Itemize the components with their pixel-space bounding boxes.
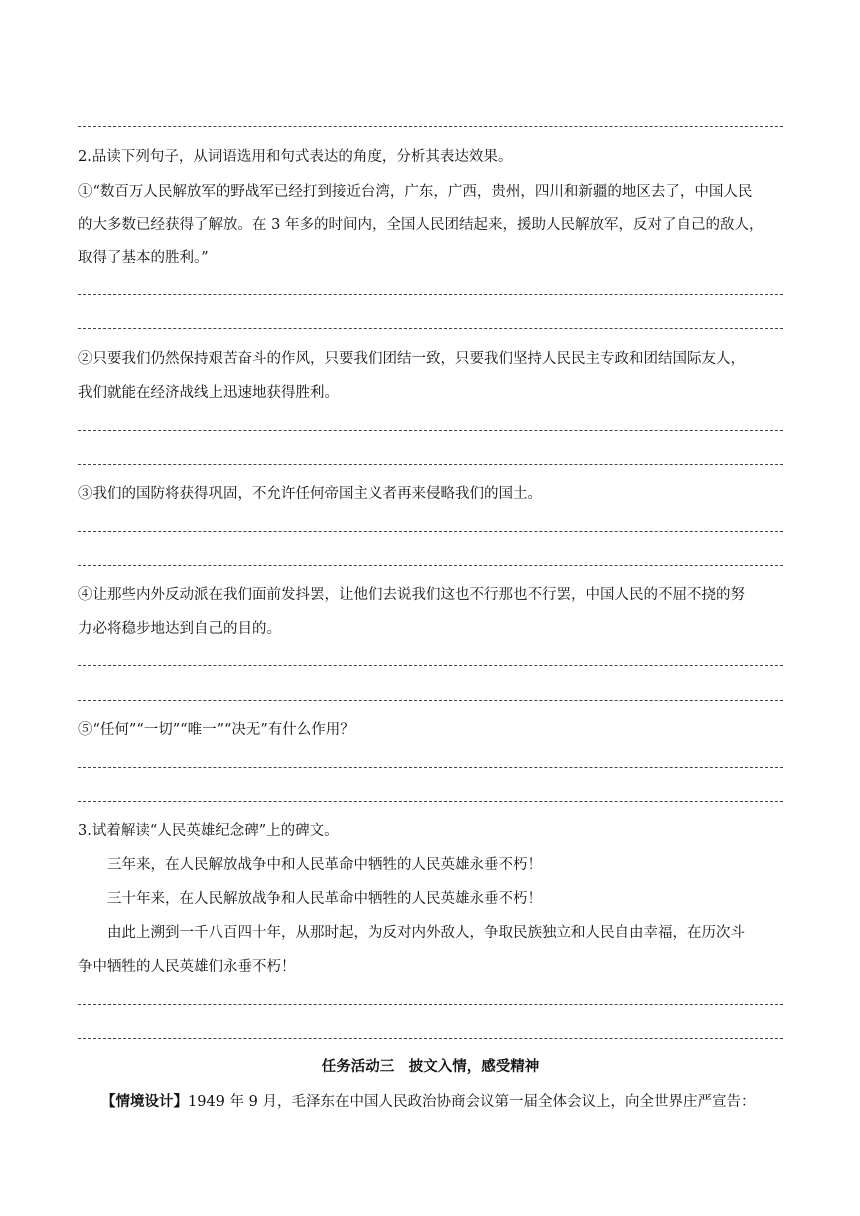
sentence-2-line-2: 我们就能在经济战线上迅速地获得胜利。 xyxy=(78,385,339,401)
inscription-paragraph-2: 三十年来，在人民解放战争和人民革命中牺牲的人民英雄永垂不朽！ xyxy=(107,891,542,907)
sentence-2-line-1: ②只要我们仍然保持艰苦奋斗的作风，只要我们团结一致，只要我们坚持人民民主专政和团结国际友人， xyxy=(78,351,745,367)
sentence-4-line-2: 力必将稳步地达到自己的目的。 xyxy=(78,621,281,637)
sentence-1-line-1: ①“数百万人民解放军的野战军已经打到接近台湾，广东，广西，贵州，四川和新疆的地区去了，中国人民 xyxy=(78,184,753,200)
answer-line[interactable] xyxy=(78,430,783,431)
answer-line[interactable] xyxy=(78,700,783,701)
answer-line[interactable] xyxy=(78,1038,783,1039)
sentence-4-line-1: ④让那些内外反动派在我们面前发抖罢，让他们去说我们这也不行那也不行罢，中国人民的不屈不挠的努 xyxy=(78,587,745,603)
answer-line[interactable] xyxy=(78,126,783,127)
answer-line[interactable] xyxy=(78,767,783,768)
inscription-paragraph-3-line-2: 争中牺牲的人民英雄们永垂不朽！ xyxy=(78,959,296,975)
question-2-prompt: 2.品读下列句子，从词语选用和句式表达的角度，分析其表达效果。 xyxy=(78,149,513,165)
scenario-label: 【情境设计】 xyxy=(101,1093,188,1110)
sentence-3-line: ③我们的国防将获得巩固，不允许任何帝国主义者再来侵略我们的国土。 xyxy=(78,486,542,502)
sentence-1-line-2: 的大多数已经获得了解放。在 3 年多的时间内，全国人民团结起来，援助人民解放军，反对了自己的敌人， xyxy=(78,217,764,233)
sentence-1-line-3: 取得了基本的胜利。” xyxy=(78,250,209,266)
answer-line[interactable] xyxy=(78,294,783,295)
inscription-paragraph-1: 三年来，在人民解放战争中和人民革命中牺牲的人民英雄永垂不朽！ xyxy=(107,857,542,873)
answer-line[interactable] xyxy=(78,1004,783,1005)
answer-line[interactable] xyxy=(78,531,783,532)
scenario-text: 1949 年 9 月，毛泽东在中国人民政治协商会议第一届全体会议上，向全世界庄严宣告： xyxy=(188,1094,756,1110)
answer-line[interactable] xyxy=(78,801,783,802)
answer-line[interactable] xyxy=(78,464,783,465)
answer-line[interactable] xyxy=(78,665,783,666)
scenario-paragraph xyxy=(101,1092,783,1112)
answer-line[interactable] xyxy=(78,565,783,566)
answer-line[interactable] xyxy=(78,328,783,329)
task-3-title: 任务活动三 披文入情，感受精神 xyxy=(321,1058,540,1075)
inscription-paragraph-3-line-1: 由此上溯到一千八百四十年，从那时起，为反对内外敌人，争取民族独立和人民自由幸福，在历次斗 xyxy=(107,925,745,941)
sentence-5-line: ⑤“任何”“一切”“唯一”“决无”有什么作用？ xyxy=(78,722,355,738)
question-3-prompt: 3.试着解读“人民英雄纪念碑”上的碑文。 xyxy=(78,823,339,839)
